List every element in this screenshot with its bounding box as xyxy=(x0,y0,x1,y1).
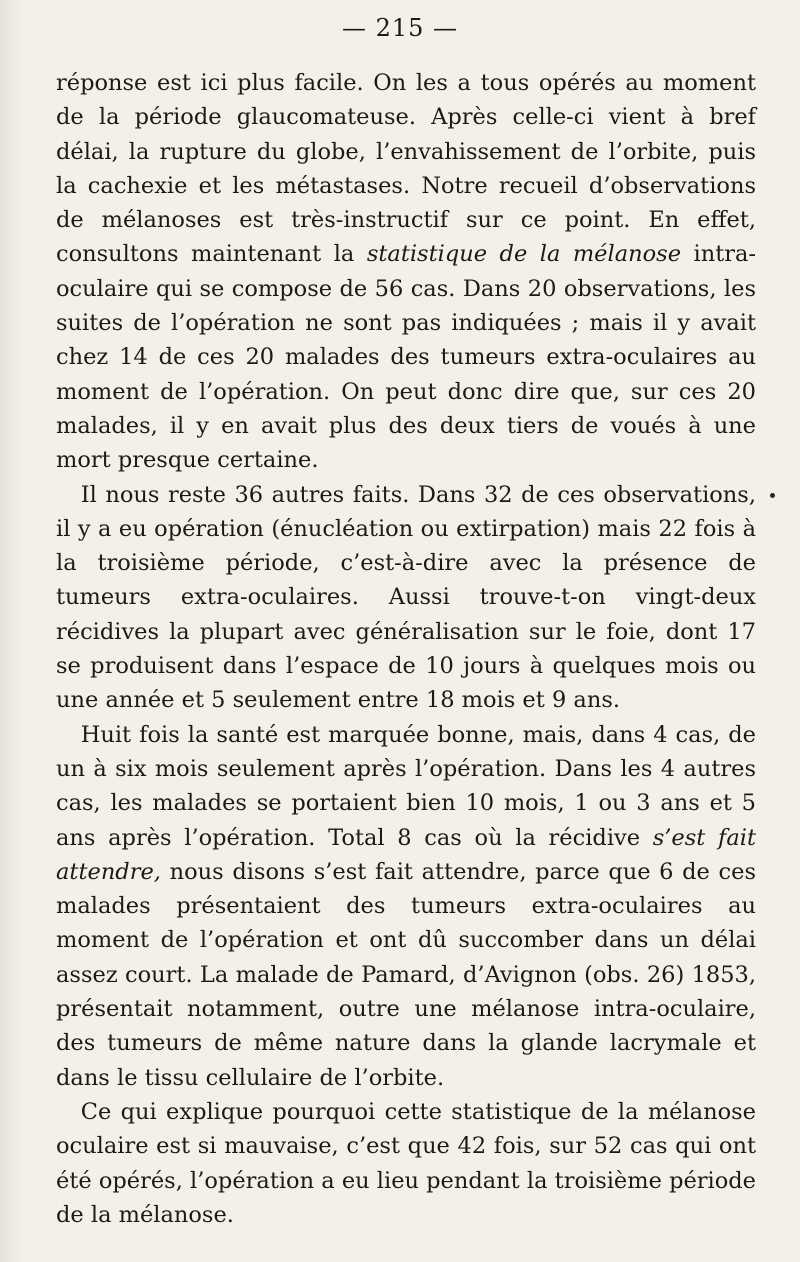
italic-attendre-phrase: s’est fait attendre, xyxy=(56,824,756,885)
paragraph-3-part-3: nous disons s’est fait attendre, parce que 6 de ces malades présentaient des tumeurs extra-oculaires au moment de l’opération et ont dû succomber dans un délai assez court. La malade de Pamard, d’Avignon (obs. 26) 1853, présentait notamment, outre une mélanose intra-oculaire, des tumeurs de même nature dans la glande lacrymale et dans le tissu cellulaire de l’orbite. xyxy=(56,858,756,1091)
body-text xyxy=(56,66,756,1232)
italic-statistique-phrase: statistique de la mélanose xyxy=(366,241,682,268)
paragraph-4: Ce qui explique pourquoi cette statistique de la mélanose oculaire est si mauvaise, c’est que 42 fois, sur 52 cas qui ont été opérés, l’opération a eu lieu pendant la troisième période de la mélanose. xyxy=(56,1098,756,1228)
paragraph-1 xyxy=(56,66,756,478)
margin-mark xyxy=(770,493,775,498)
paragraph-1-part-3: intra-oculaire qui se compose de 56 cas. Dans 20 observations, les suites de l’opération ne sont pas indiquées ; mais il y avait chez 14 de ces 20 malades des tumeurs extra-oculaires au moment de l’opération. On peut donc dire que, sur ces 20 malades, il y en avait plus des deux tiers de voués à une mort presque certaine. xyxy=(56,241,757,474)
paragraph-3 xyxy=(56,718,756,1095)
page-edge-shadow xyxy=(0,0,22,1262)
paragraph-3-part-1: Huit fois la santé est marquée bonne, mais, dans 4 cas, de un à six mois seulement après l’opération. Dans les 4 autres cas, les malades se portaient bien 10 mois, 1 ou 3 ans et 5 ans après l’opération. Total 8 cas où la récidive xyxy=(56,721,756,851)
page-number: — 215 — xyxy=(341,14,459,42)
paragraph-2: Il nous reste 36 autres faits. Dans 32 de ces observations, il y a eu opération (énucléation ou extirpation) mais 22 fois à la troisième période, c’est-à-dire avec la présence de tumeurs extra-oculaires. Aussi trouve-t-on vingt-deux récidives la plupart avec généralisation sur le foie, dont 17 se produisent dans l’espace de 10 jours à quelques mois ou une année et 5 seulement entre 18 mois et 9 ans. xyxy=(56,481,756,714)
paragraph-1-part-1: réponse est ici plus facile. On les a tous opérés au moment de la période glaucomateuse. Après celle-ci vient à bref délai, la rupture du globe, l’envahissement de l’orbite, puis la cachexie et les métastases. Notre recueil d’observations de mélanoses est très-instructif sur ce point. En effet, consultons maintenant la xyxy=(56,70,756,268)
